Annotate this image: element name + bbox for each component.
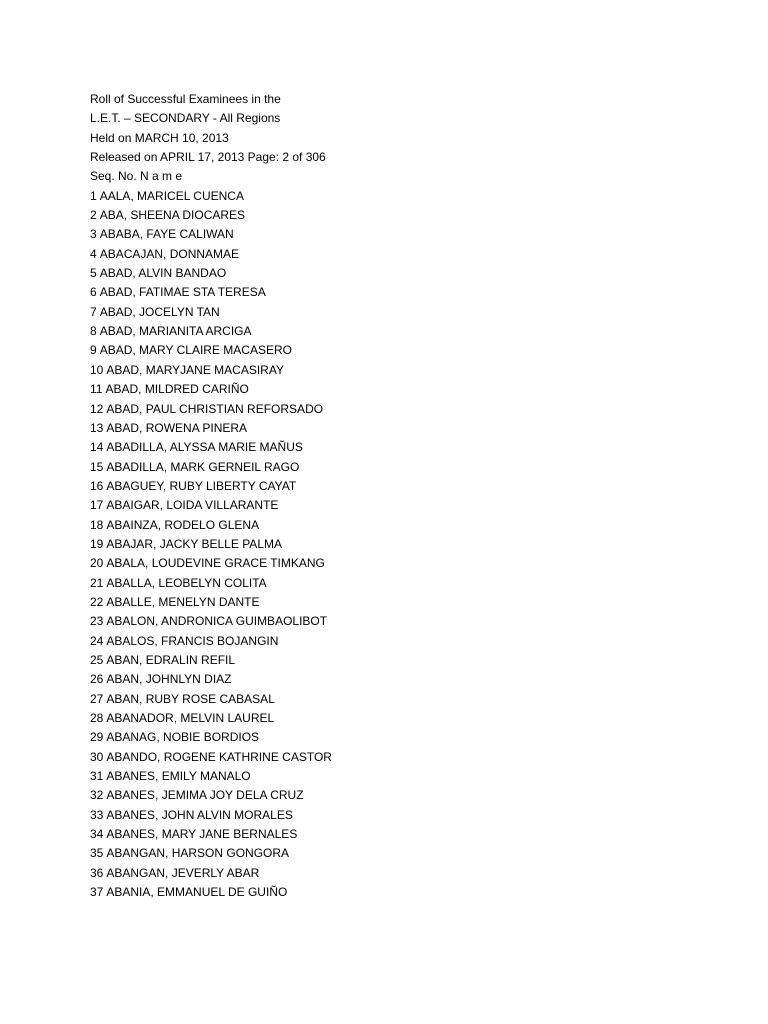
examinee-seq-number: 14 bbox=[90, 440, 104, 455]
examinee-row bbox=[90, 400, 730, 419]
examinee-seq-number: 24 bbox=[90, 633, 104, 648]
document-title-line-2: L.E.T. – SECONDARY - All Regions bbox=[90, 111, 281, 126]
examinee-name: ABA, SHEENA DIOCARES bbox=[99, 208, 246, 223]
examinee-name: ABAJAR, JACKY BELLE PALMA bbox=[106, 536, 282, 551]
examinee-seq-number: 15 bbox=[90, 459, 104, 474]
examinee-row bbox=[90, 438, 730, 457]
examinee-name: ABAD, MARIANITA ARCIGA bbox=[99, 324, 252, 339]
examinee-name: ABAIGAR, LOIDA VILLARANTE bbox=[106, 498, 279, 513]
examinee-seq-number: 3 bbox=[90, 227, 97, 242]
examinee-row bbox=[90, 786, 730, 805]
examinee-name: ABALA, LOUDEVINE GRACE TIMKANG bbox=[106, 556, 325, 571]
examinee-row bbox=[90, 574, 730, 593]
examinee-name: ABAINZA, RODELO GLENA bbox=[106, 517, 260, 532]
examinee-row bbox=[90, 612, 730, 631]
examinee-name: ABANGAN, HARSON GONGORA bbox=[106, 846, 290, 861]
examinee-name: ABALLE, MENELYN DANTE bbox=[106, 594, 260, 609]
document-page bbox=[90, 90, 730, 902]
examinee-name: ABAD, PAUL CHRISTIAN REFORSADO bbox=[106, 401, 324, 416]
examinee-row bbox=[90, 825, 730, 844]
examinee-row bbox=[90, 477, 730, 496]
examinee-row bbox=[90, 554, 730, 573]
examinee-seq-number: 1 bbox=[90, 188, 97, 203]
examinee-row bbox=[90, 380, 730, 399]
examinee-row bbox=[90, 245, 730, 264]
examinee-name: ABANAG, NOBIE BORDIOS bbox=[106, 730, 260, 745]
examinee-seq-number: 28 bbox=[90, 711, 104, 725]
examinee-name: ABANGAN, JEVERLY ABAR bbox=[106, 865, 260, 880]
examinee-name: ABANADOR, MELVIN LAUREL bbox=[106, 711, 275, 725]
examinee-seq-number: 32 bbox=[90, 788, 104, 803]
examinee-name: ABANES, EMILY MANALO bbox=[106, 769, 251, 784]
examinee-row bbox=[90, 728, 730, 747]
examinee-seq-number: 16 bbox=[90, 478, 104, 493]
examinee-row bbox=[90, 864, 730, 883]
examinee-seq-number: 20 bbox=[90, 556, 104, 571]
document-title-line-1: Roll of Successful Examinees in the bbox=[90, 92, 281, 106]
examinee-name: ABAN, JOHNLYN DIAZ bbox=[106, 672, 232, 687]
examinee-name: ABAD, MARYJANE MACASIRAY bbox=[106, 362, 284, 377]
examinee-row bbox=[90, 322, 730, 341]
examinee-seq-number: 6 bbox=[90, 285, 97, 300]
examinee-row bbox=[90, 187, 730, 206]
examinee-seq-number: 13 bbox=[90, 420, 104, 435]
examinee-row bbox=[90, 516, 730, 535]
examinee-seq-number: 4 bbox=[90, 246, 97, 261]
examinee-seq-number: 18 bbox=[90, 517, 104, 532]
examinee-name: ABABA, FAYE CALIWAN bbox=[99, 227, 234, 242]
examinee-name: ABAD, ROWENA PINERA bbox=[106, 420, 248, 435]
examinee-seq-number: 36 bbox=[90, 865, 104, 880]
examinee-name: ABAN, EDRALIN REFIL bbox=[106, 652, 236, 667]
examinee-row bbox=[90, 535, 730, 554]
examinee-row bbox=[90, 806, 730, 825]
examinee-name: ABAD, MARY CLAIRE MACASERO bbox=[99, 343, 292, 358]
examinee-row bbox=[90, 496, 730, 515]
examinee-name: ABANIA, EMMANUEL DE GUIÑO bbox=[106, 885, 288, 900]
examinee-seq-number: 19 bbox=[90, 536, 104, 551]
examinee-name: ABALOS, FRANCIS BOJANGIN bbox=[106, 633, 279, 648]
examinee-seq-number: 12 bbox=[90, 401, 104, 416]
examinee-name: ABANES, JEMIMA JOY DELA CRUZ bbox=[106, 788, 304, 803]
examinee-seq-number: 9 bbox=[90, 343, 97, 358]
examinee-seq-number: 5 bbox=[90, 266, 97, 281]
examinee-row bbox=[90, 264, 730, 283]
examinee-seq-number: 35 bbox=[90, 846, 104, 861]
examinee-row bbox=[90, 225, 730, 244]
examinee-name: ABANES, JOHN ALVIN MORALES bbox=[106, 807, 293, 822]
examinee-seq-number: 30 bbox=[90, 749, 104, 764]
examinee-row bbox=[90, 632, 730, 651]
examinee-row bbox=[90, 670, 730, 689]
examinee-list bbox=[90, 187, 730, 903]
examinee-row bbox=[90, 361, 730, 380]
examinee-name: ABAN, RUBY ROSE CABASAL bbox=[106, 691, 275, 706]
examinee-row bbox=[90, 883, 730, 902]
examinee-row bbox=[90, 206, 730, 225]
examinee-row bbox=[90, 341, 730, 360]
examinee-seq-number: 33 bbox=[90, 807, 104, 822]
examinee-seq-number: 8 bbox=[90, 324, 97, 339]
examinee-name: ABALON, ANDRONICA GUIMBAOLIBOT bbox=[106, 614, 328, 629]
examinee-seq-number: 27 bbox=[90, 691, 104, 706]
examinee-row bbox=[90, 651, 730, 670]
examinee-row bbox=[90, 767, 730, 786]
examinee-seq-number: 2 bbox=[90, 208, 97, 223]
examinee-name: ABAD, FATIMAE STA TERESA bbox=[99, 285, 266, 300]
examinee-name: AALA, MARICEL CUENCA bbox=[99, 188, 244, 203]
examinee-seq-number: 7 bbox=[90, 304, 97, 319]
examinee-name: ABANES, MARY JANE BERNALES bbox=[106, 827, 298, 842]
examinee-row bbox=[90, 844, 730, 863]
examinee-name: ABANDO, ROGENE KATHRINE CASTOR bbox=[106, 749, 332, 764]
release-date-line: Released on APRIL 17, 2013 Page: 2 of 306 bbox=[90, 150, 326, 165]
examinee-seq-number: 23 bbox=[90, 614, 104, 629]
examinee-name: ABADILLA, MARK GERNEIL RAGO bbox=[106, 459, 300, 474]
examinee-name: ABAD, ALVIN BANDAO bbox=[99, 266, 227, 281]
examinee-row bbox=[90, 709, 730, 728]
examinee-seq-number: 37 bbox=[90, 885, 104, 900]
examinee-row bbox=[90, 458, 730, 477]
examinee-seq-number: 21 bbox=[90, 575, 104, 590]
examinee-seq-number: 10 bbox=[90, 362, 104, 377]
examinee-seq-number: 25 bbox=[90, 652, 104, 667]
examinee-row bbox=[90, 283, 730, 302]
examinee-name: ABAD, JOCELYN TAN bbox=[99, 304, 220, 319]
examinee-seq-number: 26 bbox=[90, 672, 104, 687]
examinee-name: ABADILLA, ALYSSA MARIE MAÑUS bbox=[106, 440, 303, 455]
examinee-row bbox=[90, 303, 730, 322]
examinee-seq-number: 29 bbox=[90, 730, 104, 745]
examinee-row bbox=[90, 748, 730, 767]
exam-date-line: Held on MARCH 10, 2013 bbox=[90, 130, 229, 145]
examinee-name: ABACAJAN, DONNAMAE bbox=[99, 246, 240, 261]
examinee-seq-number: 34 bbox=[90, 827, 104, 842]
column-header: Seq. No. N a m e bbox=[90, 169, 183, 184]
examinee-row bbox=[90, 690, 730, 709]
examinee-name: ABAGUEY, RUBY LIBERTY CAYAT bbox=[106, 478, 297, 493]
examinee-row bbox=[90, 419, 730, 438]
examinee-seq-number: 17 bbox=[90, 498, 104, 513]
examinee-seq-number: 22 bbox=[90, 594, 104, 609]
examinee-row bbox=[90, 593, 730, 612]
examinee-seq-number: 31 bbox=[90, 769, 104, 784]
examinee-seq-number: 11 bbox=[90, 382, 103, 397]
examinee-name: ABALLA, LEOBELYN COLITA bbox=[106, 575, 267, 590]
examinee-name: ABAD, MILDRED CARIÑO bbox=[105, 382, 249, 397]
